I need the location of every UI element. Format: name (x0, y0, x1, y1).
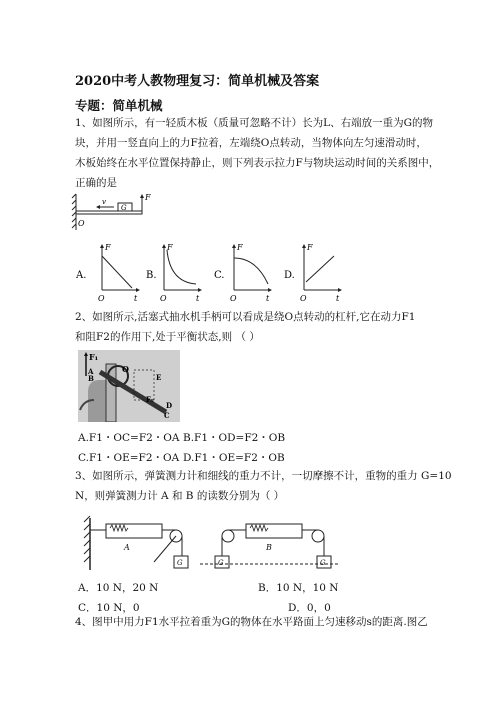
graph-d-curve (306, 256, 334, 282)
label-a: A (88, 367, 94, 376)
graph-c (214, 243, 272, 303)
q1-option-graphs (72, 238, 422, 304)
q3-line-2: N，则弹簧测力计 A 和 B 的读数分别为（ ） (75, 490, 285, 502)
graph-c-y-label: F (237, 243, 243, 252)
label-o: O (78, 219, 85, 228)
label-e: E (156, 373, 162, 382)
graph-d (284, 243, 342, 303)
label-g-a: G (177, 559, 183, 567)
q2-option-b: B.F1・OD=F2・OB (183, 432, 286, 444)
label-a: A (124, 543, 130, 552)
label-d: D (166, 401, 173, 410)
label-b: B (266, 543, 272, 552)
graph-a (75, 243, 140, 303)
graph-c-origin: O (230, 294, 237, 303)
question-4-text (75, 612, 428, 632)
label-o: O (122, 364, 129, 374)
q2-option-c: C.F1・OE=F2・OA (78, 452, 180, 464)
option-d-label: D. (284, 270, 295, 281)
question-1-text (75, 113, 439, 193)
graph-b-x-label: t (196, 294, 200, 303)
graph-b-origin: O (160, 294, 167, 303)
graph-b (146, 243, 202, 303)
graph-d-origin: O (300, 294, 307, 303)
setup-a (84, 516, 188, 570)
graph-d-y-label: F (307, 243, 313, 252)
label-f: F (145, 193, 151, 202)
label-b: B (88, 374, 94, 383)
wall-hatching (72, 194, 76, 230)
option-b-label: B. (146, 270, 157, 281)
graph-b-y-label: F (167, 243, 173, 252)
graph-c-curve (234, 258, 268, 284)
q1-line-1: 1、如图所示，有一轻质木板（质量可忽略不计）长为L、右端放一重为G的物 (75, 117, 434, 129)
option-a-label: A. (76, 270, 87, 281)
q3-option-b: B．10 N，10 N (258, 582, 339, 594)
label-c: C (164, 411, 170, 420)
q1-line-2: 块，并用一竖直向上的力F拉着，左端绕O点转动，当物体向左匀速滑动时， (75, 137, 427, 149)
graph-c-x-label: t (266, 294, 270, 303)
q2-option-a: A.F1・OC=F2・OA (78, 432, 180, 444)
graph-a-y-label: F (105, 243, 111, 252)
q3-option-a: A．10 N，20 N (78, 582, 159, 594)
pulley-b-left (222, 530, 234, 542)
graph-d-x-label: t (336, 294, 340, 303)
graph-a-curve (102, 256, 132, 288)
q2-pump-photo (78, 350, 180, 422)
graph-a-origin: O (98, 294, 105, 303)
label-g: G (121, 204, 127, 212)
q2-line-1: 2、如图所示,活塞式抽水机手柄可以看成是绕O点转动的杠杆,它在动力F1 (75, 311, 416, 323)
pump-cylinder (106, 364, 116, 422)
label-g-b-left: G (218, 559, 224, 567)
q1-line-4: 正确的是 (75, 177, 117, 189)
q1-lever-figure (70, 192, 160, 234)
q1-line-3: 木板始终在水平位置保持静止，则下列表示拉力F与物块运动时间的关系图中， (75, 157, 440, 169)
option-c-label: C. (214, 270, 225, 281)
q4-line-1: 4、图甲中用力F1水平拉着重为G的物体在水平路面上匀速移动s的距离.图乙 (75, 616, 428, 628)
q3-option-d: D．0，0 (288, 602, 331, 614)
q3-option-c: C．10 N，0 (78, 602, 140, 614)
pulley-b-right (312, 530, 324, 542)
graph-a-x-label: t (134, 294, 138, 303)
label-f1: F₁ (89, 352, 99, 362)
label-g-b-right: G (320, 559, 326, 567)
q3-line-1: 3、如图所示，弹簧测力计和细线的重力不计，一切摩擦不计，重物的重力 G=10 (75, 470, 452, 482)
section-heading: 专题：简单机械 (75, 98, 163, 113)
page-title: 2020中考人教物理复习：简单机械及答案 (75, 74, 320, 89)
q2-option-d: D.F1・OE=F2・OB (183, 452, 285, 464)
q2-line-2: 和阻F2的作用下,处于平衡状态,则 （ ） (75, 331, 260, 343)
graph-b-curve (167, 250, 196, 284)
question-3-text (75, 466, 452, 506)
label-f2: F₂ (146, 395, 155, 404)
q3-pulley-figure (80, 512, 340, 574)
question-2-text (75, 307, 415, 347)
label-v: v (102, 198, 106, 206)
